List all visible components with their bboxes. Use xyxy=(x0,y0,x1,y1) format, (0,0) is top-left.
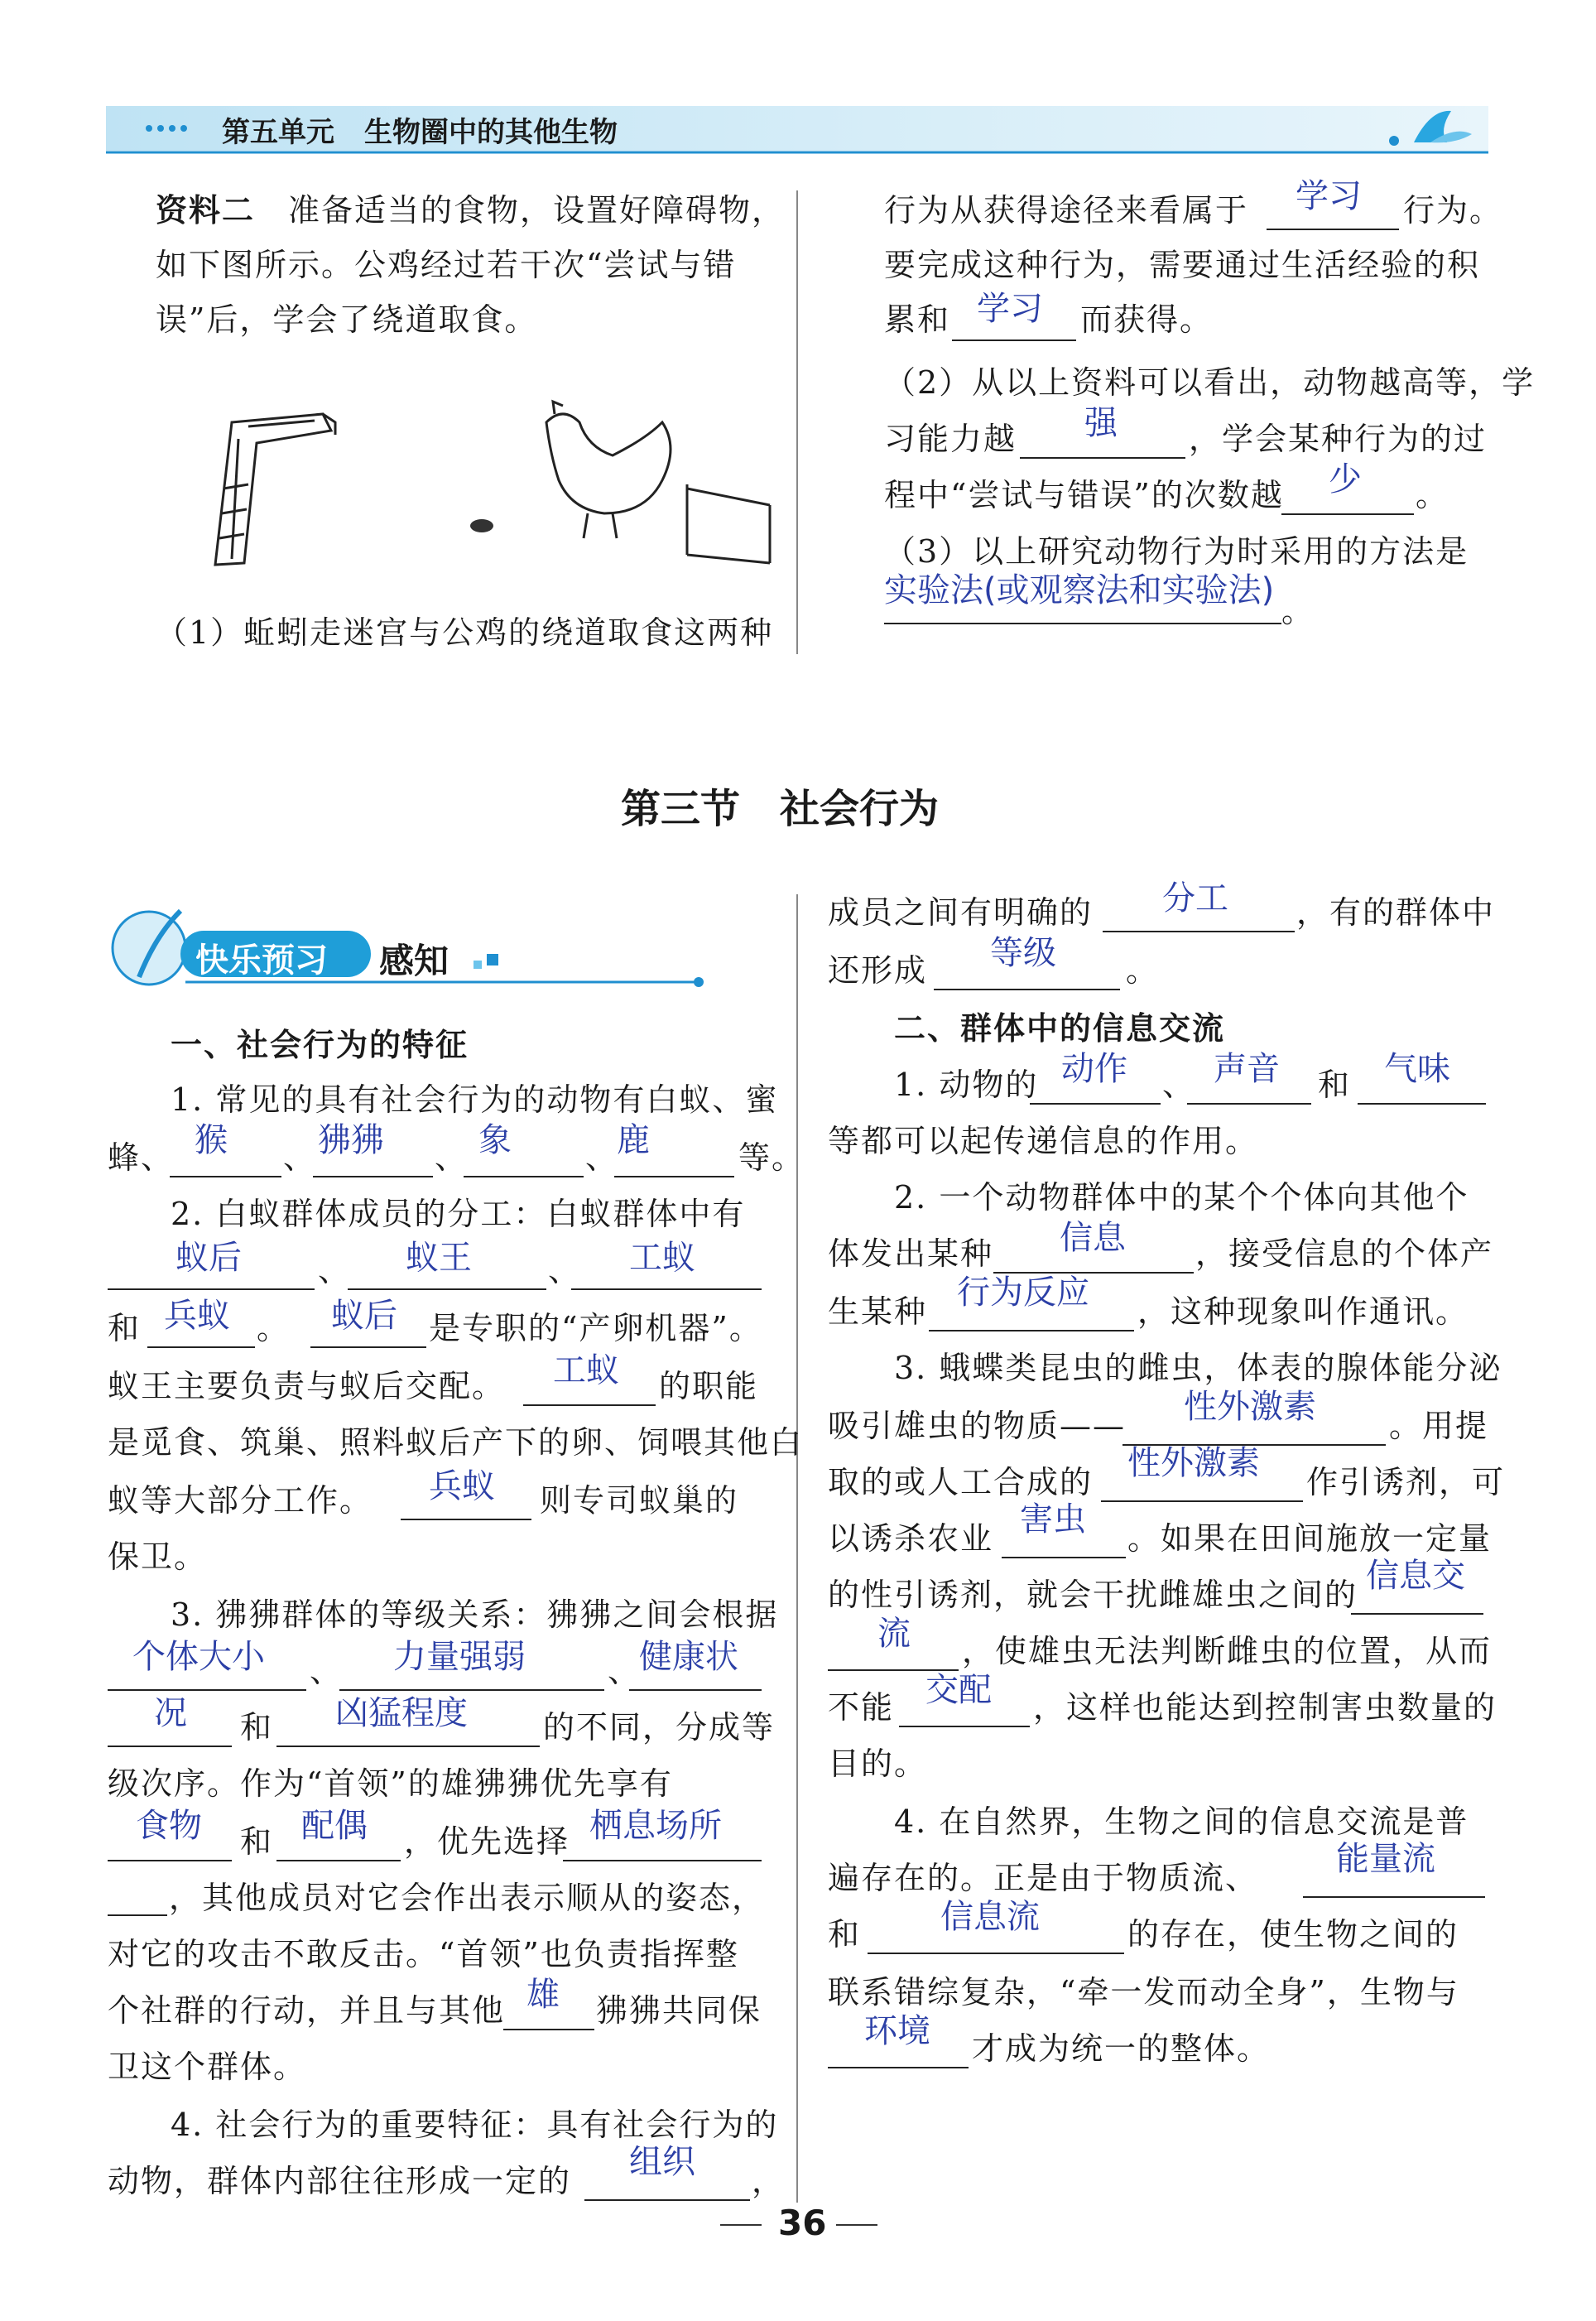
tr-line8b: 。 xyxy=(1281,593,1315,629)
blank-r12[interactable] xyxy=(1351,1613,1483,1615)
answer-r2: 等级 xyxy=(990,934,1056,972)
left-p3h-post: 狒狒共同保 xyxy=(596,1992,762,2029)
blank-p3-4[interactable] xyxy=(108,1746,232,1747)
left-p4a: 4. 社会行为的重要特征：具有社会行为的 xyxy=(171,2107,779,2143)
material-line2: 如下图所示。公鸡经过若干次“尝试与错 xyxy=(156,247,737,283)
left-sep6: 、 xyxy=(310,1653,344,1689)
left-sep4: 、 xyxy=(318,1252,352,1288)
blank-p2-2[interactable] xyxy=(348,1288,546,1290)
left-p2d-post: 的职能 xyxy=(659,1368,759,1404)
answer-tr5: 强 xyxy=(1084,404,1118,442)
blank-p3-7[interactable] xyxy=(276,1860,401,1861)
answer-r9: 性外激素 xyxy=(1184,1388,1316,1426)
material-line1: 资料二 准备适当的食物，设置好障碍物， xyxy=(156,191,786,229)
right-r7-post: ，这种现象叫作通讯。 xyxy=(1137,1293,1469,1330)
blank-p3-1[interactable] xyxy=(108,1689,306,1691)
material-line3: 误”后，学会了绕道取食。 xyxy=(156,301,538,338)
answer-r20: 环境 xyxy=(864,2012,930,2050)
answer-p3-5: 凶猛程度 xyxy=(335,1694,468,1732)
left-p3c-mid: 和 xyxy=(240,1709,274,1746)
answer-tr8: 实验法(或观察法和实验法) xyxy=(884,571,1275,609)
left-p3a: 3. 狒狒群体的等级关系：狒狒之间会根据 xyxy=(171,1596,779,1633)
answer-p2-7: 兵蚁 xyxy=(429,1467,495,1505)
left-p3i: 卫这个群体。 xyxy=(108,2049,307,2085)
answer-r13: 流 xyxy=(877,1615,911,1653)
header-title: 生物圈中的其他生物 xyxy=(364,116,618,149)
answer-r3-3: 气味 xyxy=(1384,1050,1450,1088)
right-r9-pre: 吸引雄虫的物质—— xyxy=(828,1408,1127,1444)
left-sep3: 、 xyxy=(585,1139,619,1176)
blank-p2-4[interactable] xyxy=(147,1346,255,1348)
answer-r11: 害虫 xyxy=(1020,1500,1086,1539)
left-p2d-pre: 蚁王主要负责与蚁后交配。 xyxy=(108,1368,506,1404)
blank-p2-3[interactable] xyxy=(571,1288,762,1290)
left-p2g: 保卫。 xyxy=(108,1539,208,1575)
answer-p4-1: 组织 xyxy=(629,2143,695,2181)
blank-p2-7[interactable] xyxy=(401,1519,531,1520)
blank-r11[interactable] xyxy=(1002,1557,1126,1558)
left-p2f-post: 则专司蚁巢的 xyxy=(540,1482,739,1519)
blank-tr5[interactable] xyxy=(1020,457,1185,459)
left-p1b-pre: 蜂、 xyxy=(108,1139,175,1176)
answer-r12: 信息交 xyxy=(1366,1557,1465,1595)
blank-tr1[interactable] xyxy=(1267,229,1399,230)
blank-p3-8[interactable] xyxy=(563,1860,762,1861)
column-divider-bottom xyxy=(796,894,798,2203)
column-divider-top xyxy=(796,190,798,654)
tr-line6b: 。 xyxy=(1416,477,1449,513)
answer-p3-9: 雄 xyxy=(526,1976,560,2014)
right-r18-post: 的存在，使生物之间的 xyxy=(1127,1916,1459,1953)
right-r12-pre: 的性引诱剂，就会干扰雌雄虫之间的 xyxy=(828,1577,1358,1613)
blank-tr6[interactable] xyxy=(1281,513,1414,515)
blank-r7[interactable] xyxy=(929,1330,1134,1331)
blank-p2-6[interactable] xyxy=(523,1404,656,1406)
blank-tr8[interactable] xyxy=(884,623,1281,624)
left-p2f-pre: 蚁等大部分工作。 xyxy=(108,1482,373,1519)
tr-line1-end: 行为。 xyxy=(1403,192,1503,229)
right-r20-post: 才成为统一的整体。 xyxy=(972,2030,1271,2067)
answer-tr6: 少 xyxy=(1329,460,1362,498)
answer-r6: 信息 xyxy=(1060,1219,1126,1257)
left-p3c-post: 的不同，分成等 xyxy=(543,1709,776,1746)
right-r11-post: 。如果在田间施放一定量 xyxy=(1127,1520,1493,1557)
banner-label: 快乐预习 xyxy=(195,941,328,980)
tr-line3b: 而获得。 xyxy=(1080,301,1214,338)
right-r10-post: 作引诱剂，可 xyxy=(1306,1464,1506,1500)
answer-r3-1: 动作 xyxy=(1061,1050,1127,1088)
blank-r3-3[interactable] xyxy=(1358,1103,1486,1105)
right-r5: 2. 一个动物群体中的某个个体向其他个 xyxy=(894,1179,1469,1216)
right-r17-pre: 遍存在的。正是由于物质流、 xyxy=(828,1860,1259,1896)
blank-p2-5[interactable] xyxy=(310,1346,426,1348)
left-p2a: 2. 白蚁群体成员的分工：白蚁群体中有 xyxy=(171,1196,746,1232)
answer-p2-2: 蚁王 xyxy=(406,1239,472,1277)
answer-p2-1: 蚁后 xyxy=(175,1239,242,1277)
right-r4: 等都可以起传递信息的作用。 xyxy=(828,1123,1259,1159)
right-r16: 4. 在自然界，生物之间的信息交流是普 xyxy=(894,1803,1469,1840)
blank-p2-1[interactable] xyxy=(108,1288,315,1290)
answer-p1-2: 狒狒 xyxy=(318,1121,384,1159)
blank-p3-9[interactable] xyxy=(503,2029,594,2030)
page-number-dash-right xyxy=(836,2224,877,2226)
right-heading-2: 二、群体中的信息交流 xyxy=(894,1010,1226,1047)
answer-r14: 交配 xyxy=(925,1671,992,1709)
left-p1a: 1. 常见的具有社会行为的动物有白蚁、蜜 xyxy=(171,1081,779,1118)
left-p2e: 是觅食、筑巢、照料蚁后产下的卵、饲喂其他白 xyxy=(108,1424,804,1461)
right-r3-pre: 1. 动物的 xyxy=(894,1067,1039,1103)
left-sep2: 、 xyxy=(435,1139,469,1176)
left-p4b-post: ， xyxy=(752,2163,786,2199)
tr-line7: （3）以上研究动物行为时采用的方法是 xyxy=(884,533,1469,570)
answer-p3-7: 配偶 xyxy=(301,1807,368,1845)
left-sep7: 、 xyxy=(608,1653,642,1689)
answer-p3-8: 栖息场所 xyxy=(589,1807,722,1845)
blank-r2[interactable] xyxy=(934,989,1120,990)
left-p1b-post: 等。 xyxy=(738,1139,805,1176)
rooster-icon xyxy=(546,402,770,563)
blank-tr3[interactable] xyxy=(952,339,1076,341)
tr-line3a: 累和 xyxy=(884,301,951,338)
q1-line: （1）蚯蚓走迷宫与公鸡的绕道取食这两种 xyxy=(156,614,774,651)
right-r3-and: 和 xyxy=(1318,1067,1352,1103)
blank-r17[interactable] xyxy=(1303,1896,1485,1898)
right-r1-post: ，有的群体中 xyxy=(1296,894,1496,931)
right-r19: 联系错综复杂，“牵一发而动全身”，生物与 xyxy=(828,1974,1459,2010)
page-number-dash-left xyxy=(720,2224,762,2226)
left-p3f: ，其他成员对它会作出表示顺从的姿态， xyxy=(169,1880,766,1916)
blank-r10[interactable] xyxy=(1101,1500,1303,1502)
right-r6-pre: 体发出某种 xyxy=(828,1235,994,1272)
right-r6-post: ，接受信息的个体产 xyxy=(1195,1235,1494,1272)
right-r3-sep: 、 xyxy=(1162,1067,1196,1103)
answer-p3-3: 健康状 xyxy=(639,1638,738,1676)
answer-tr1: 学习 xyxy=(1296,177,1362,215)
left-p2c-mid: 。 xyxy=(257,1310,291,1346)
answer-r3-2: 声音 xyxy=(1214,1050,1280,1088)
tr-line6a: 程中“尝试与错误”的次数越 xyxy=(884,477,1284,513)
tr-line1: 行为从获得途径来看属于 xyxy=(884,192,1249,229)
section-title: 第三节 社会行为 xyxy=(621,786,940,832)
answer-r1: 分工 xyxy=(1162,879,1228,917)
blank-p1-3[interactable] xyxy=(464,1176,584,1177)
answer-p2-3: 工蚁 xyxy=(629,1239,695,1277)
answer-p1-1: 猴 xyxy=(195,1121,228,1159)
right-r14-pre: 不能 xyxy=(828,1689,895,1726)
left-p3e-mid: 和 xyxy=(240,1823,274,1860)
food-bowl-icon xyxy=(470,519,493,532)
answer-p3-6: 食物 xyxy=(136,1807,202,1845)
header-unit: 第五单元 xyxy=(222,116,334,149)
blank-r18[interactable] xyxy=(868,1953,1124,1954)
blank-r1[interactable] xyxy=(1103,931,1295,932)
answer-p2-4: 兵蚁 xyxy=(164,1297,230,1335)
blank-p3-8b[interactable] xyxy=(108,1914,167,1916)
answer-r7: 行为反应 xyxy=(957,1274,1089,1312)
blank-r20[interactable] xyxy=(828,2067,969,2068)
blank-p1-4[interactable] xyxy=(614,1176,734,1177)
blank-p4-1[interactable] xyxy=(584,2199,750,2201)
answer-p1-4: 鹿 xyxy=(617,1121,650,1159)
tr-line2: 要完成这种行为，需要通过生活经验的积 xyxy=(884,247,1481,283)
maze-icon xyxy=(215,414,335,565)
left-sep1: 、 xyxy=(283,1139,317,1176)
answer-tr3: 学习 xyxy=(977,290,1043,328)
left-p3h-pre: 个社群的行动，并且与其他 xyxy=(108,1992,506,2029)
blank-p3-2[interactable] xyxy=(339,1689,604,1691)
blank-r3-2[interactable] xyxy=(1187,1103,1311,1105)
blank-p3-3[interactable] xyxy=(629,1689,762,1691)
answer-r10: 性外激素 xyxy=(1127,1444,1260,1482)
left-sep5: 、 xyxy=(548,1252,582,1288)
blank-p1-2[interactable] xyxy=(313,1176,433,1177)
answer-r17: 能量流 xyxy=(1336,1840,1435,1878)
left-heading-1: 一、社会行为的特征 xyxy=(171,1027,469,1063)
maze-rooster-illustration xyxy=(199,389,778,580)
right-r15: 目的。 xyxy=(828,1746,928,1782)
right-r2-pre: 还形成 xyxy=(828,952,928,989)
blank-p3-5[interactable] xyxy=(276,1746,540,1747)
answer-p3-2: 力量强弱 xyxy=(393,1638,526,1676)
right-r10-pre: 取的或人工合成的 xyxy=(828,1464,1094,1500)
right-r8: 3. 蛾蝶类昆虫的雌虫，体表的腺体能分泌 xyxy=(894,1350,1502,1386)
answer-p1-3: 象 xyxy=(478,1121,512,1159)
blank-p1-1[interactable] xyxy=(170,1176,281,1177)
blank-r14[interactable] xyxy=(899,1726,1030,1727)
right-r11-pre: 以诱杀农业 xyxy=(828,1520,994,1557)
answer-p3-1: 个体大小 xyxy=(132,1638,265,1676)
right-r13-post: ，使雄虫无法判断雌虫的位置，从而 xyxy=(962,1633,1493,1669)
banner-label2: 感知 xyxy=(379,941,449,981)
tr-line4: （2）从以上资料可以看出，动物越高等，学 xyxy=(884,364,1536,401)
answer-p2-5: 蚁后 xyxy=(331,1297,397,1335)
right-r1-pre: 成员之间有明确的 xyxy=(828,894,1094,931)
right-r2-post: 。 xyxy=(1126,952,1160,989)
tr-line5a: 习能力越 xyxy=(884,421,1017,457)
right-r9-post: 。用提 xyxy=(1389,1408,1489,1444)
page-number: 36 xyxy=(778,2203,827,2243)
left-p2c-post: 是专职的“产卵机器”。 xyxy=(429,1310,762,1346)
answer-r18: 信息流 xyxy=(940,1898,1040,1936)
left-p3g: 对它的攻击不敢反击。“首领”也负责指挥整 xyxy=(108,1936,739,1972)
blank-r3-1[interactable] xyxy=(1030,1103,1161,1105)
right-r7-pre: 生某种 xyxy=(828,1293,928,1330)
left-p3d: 级次序。作为“首领”的雄狒狒优先享有 xyxy=(108,1765,673,1802)
tr-line5b: ，学会某种行为的过 xyxy=(1189,421,1488,457)
right-r14-post: ，这样也能达到控制害虫数量的 xyxy=(1033,1689,1497,1726)
left-p4b-pre: 动物，群体内部往往形成一定的 xyxy=(108,2163,572,2199)
left-p2c-pre: 和 xyxy=(108,1310,142,1346)
left-p3e-post: ，优先选择 xyxy=(404,1823,570,1860)
blank-p3-6[interactable] xyxy=(108,1860,232,1861)
answer-p2-6: 工蚁 xyxy=(553,1351,619,1389)
answer-p3-4: 况 xyxy=(154,1694,187,1732)
right-r18-pre: 和 xyxy=(828,1916,862,1953)
